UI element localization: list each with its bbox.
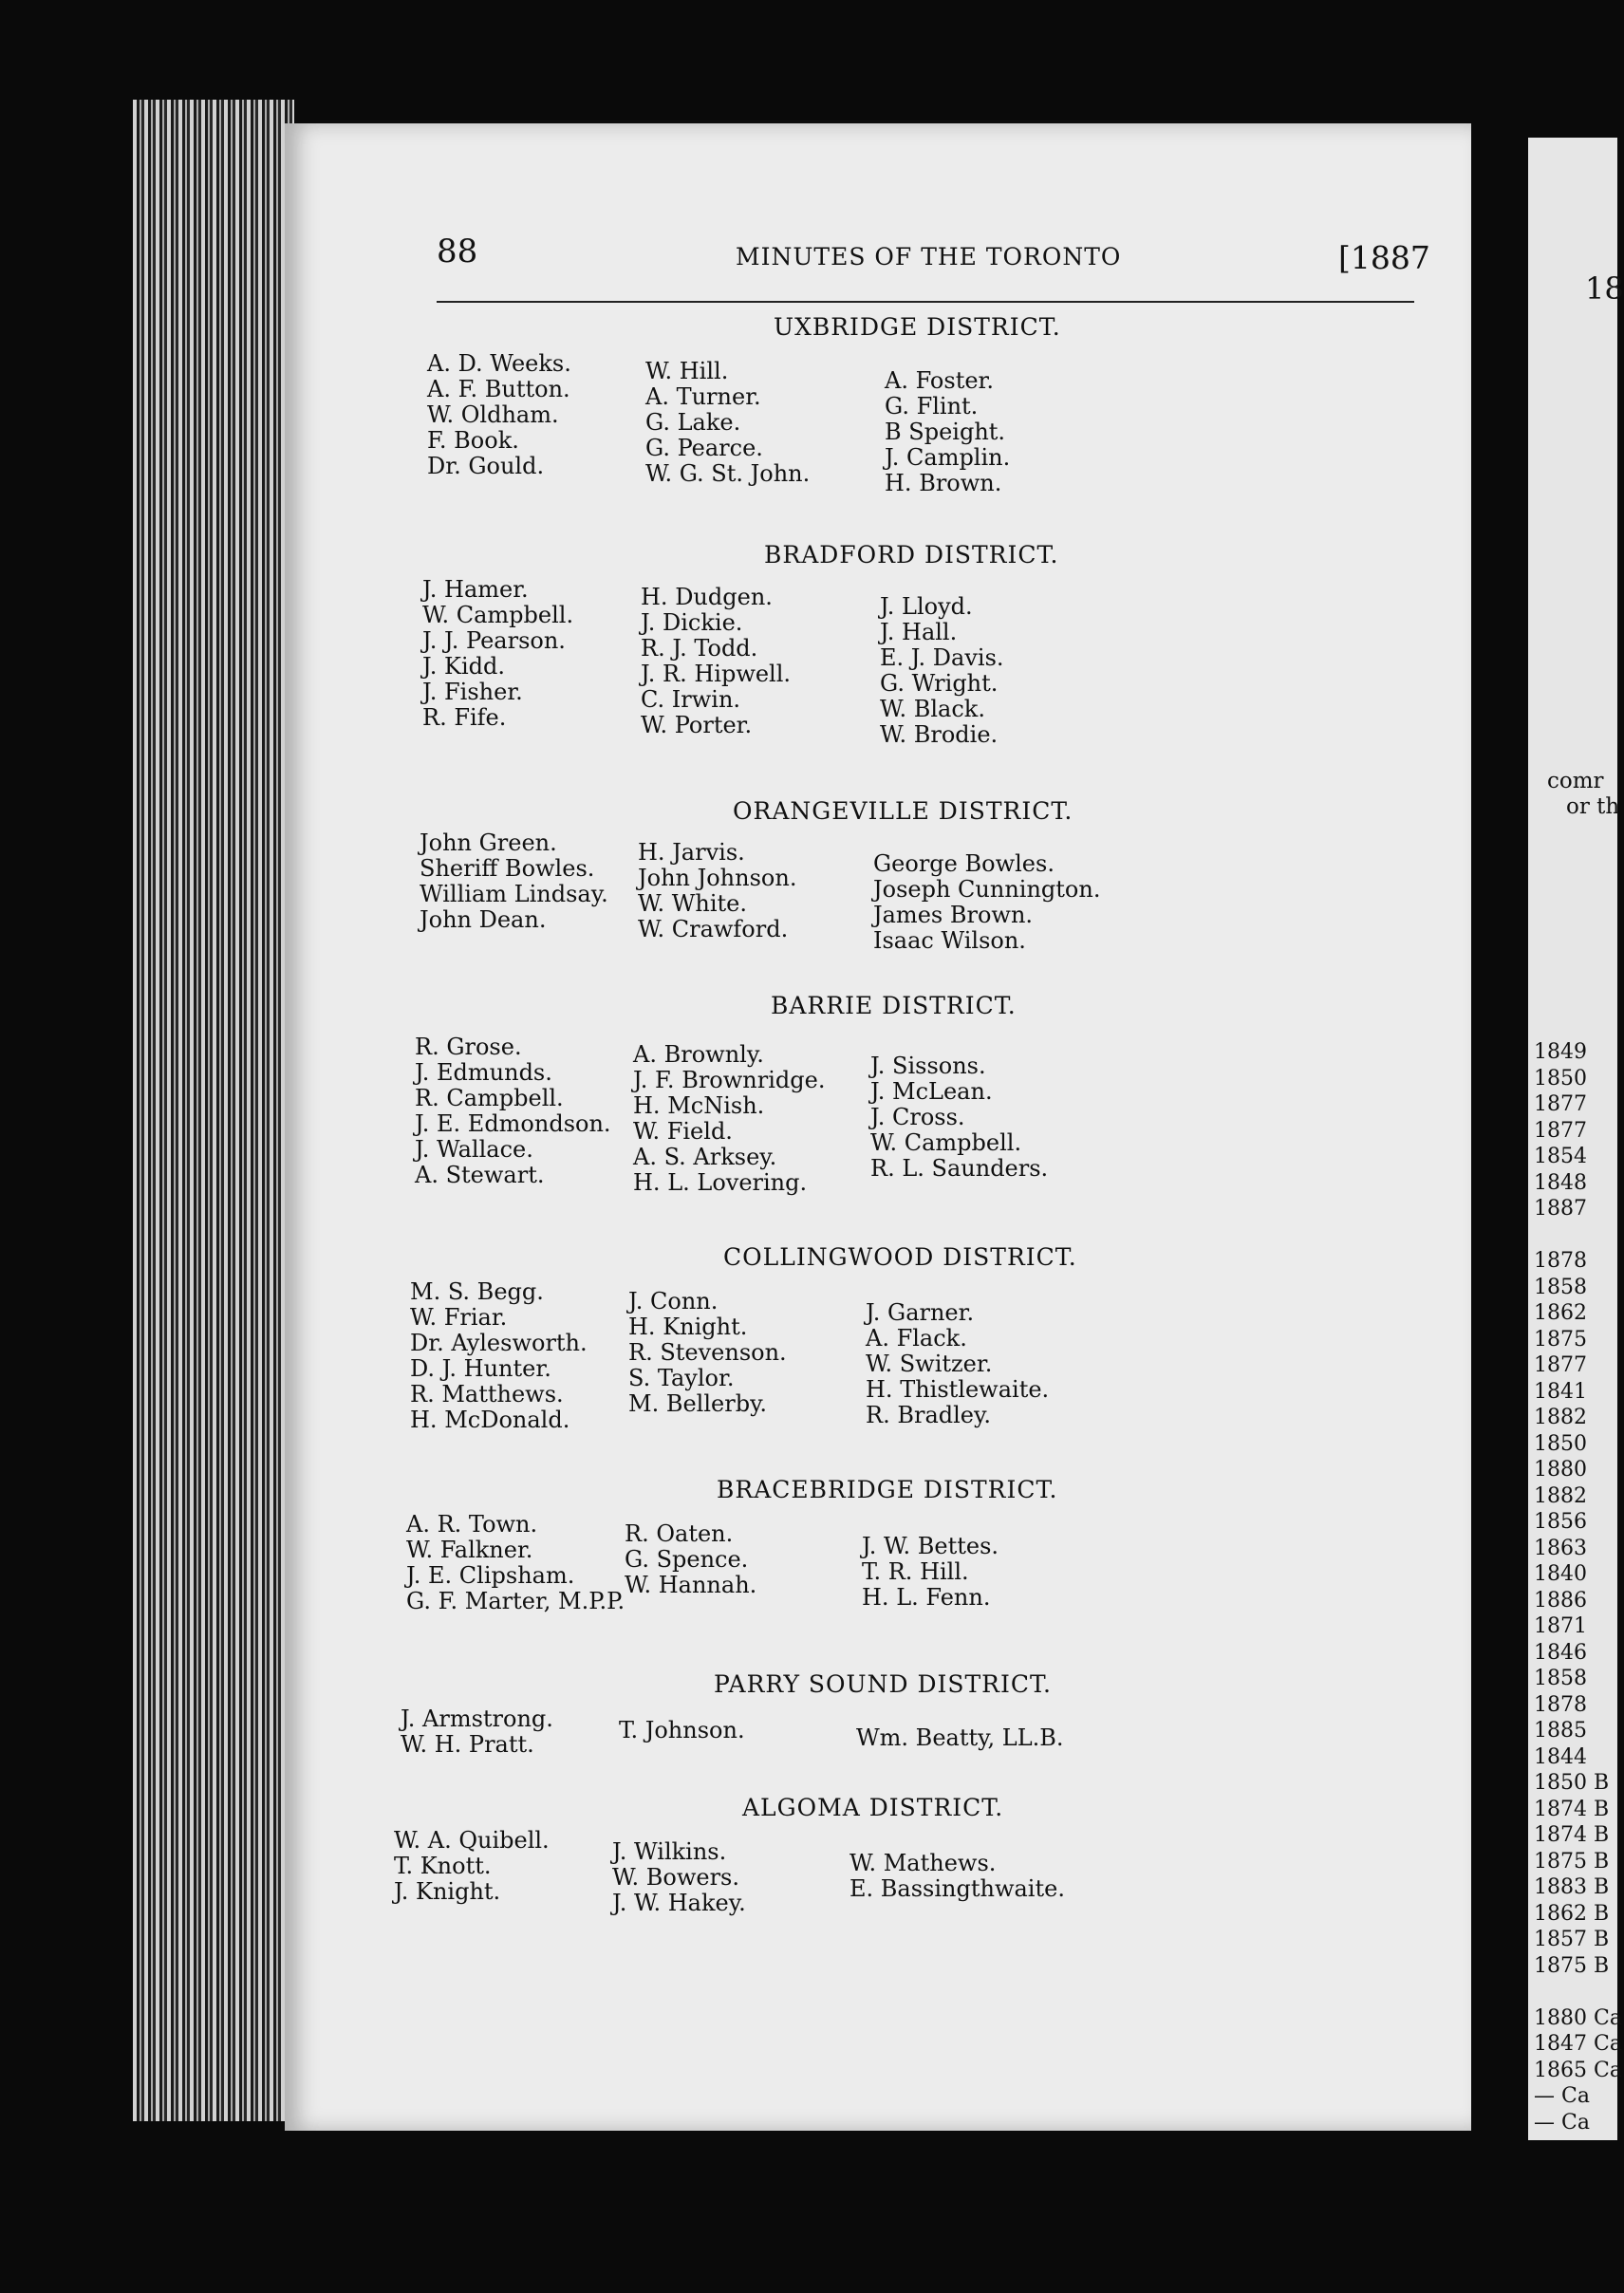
member-name: J. Sissons. <box>870 1053 986 1079</box>
district-left-column <box>406 1512 625 1614</box>
member-name: William Lindsay. <box>420 881 608 907</box>
member-name: J. Lloyd. <box>880 593 973 620</box>
district-middle-column <box>612 1839 746 1916</box>
facing-page-fragment <box>1528 138 1624 2140</box>
member-name: J. Knight. <box>394 1878 501 1905</box>
district-right-column <box>862 1534 999 1611</box>
member-name: W. Switzer. <box>866 1351 993 1377</box>
member-name: G. Pearce. <box>645 435 763 461</box>
member-name: A. R. Town. <box>406 1511 538 1538</box>
member-name: H. L. Lovering. <box>633 1169 808 1196</box>
member-name: T. R. Hill. <box>862 1558 969 1585</box>
member-name: W. Field. <box>633 1118 733 1145</box>
member-name: A. Stewart. <box>415 1162 545 1188</box>
member-name: W. Campbell. <box>870 1129 1022 1156</box>
member-name: G. F. Marter, M.P.P. <box>406 1588 625 1614</box>
district-heading: UXBRIDGE DISTRICT. <box>774 313 1061 341</box>
facing-year-entry: 1850 <box>1534 1066 1587 1091</box>
member-name: W. Black. <box>880 696 985 722</box>
facing-year-entry: 1886 <box>1534 1588 1587 1613</box>
member-name: A. F. Button. <box>427 376 570 402</box>
facing-year-entry: 1863 <box>1534 1536 1587 1560</box>
member-name: Dr. Aylesworth. <box>410 1330 588 1356</box>
district-heading: ALGOMA DISTRICT. <box>742 1794 1004 1821</box>
member-name: H. Thistlewaite. <box>866 1376 1050 1403</box>
district-left-column <box>422 577 573 731</box>
facing-year-entry: 1887 <box>1534 1197 1587 1221</box>
facing-year-entry: 1882 <box>1534 1483 1587 1508</box>
facing-year-entry: 1874 B <box>1534 1823 1610 1847</box>
member-name: J. Camplin. <box>885 444 1011 471</box>
district-left-column <box>401 1706 553 1758</box>
facing-year-entry: 1856 <box>1534 1510 1587 1534</box>
facing-year-entry: 1882 <box>1534 1406 1587 1429</box>
member-name: B Speight. <box>885 419 1006 445</box>
district-left-column <box>415 1035 611 1188</box>
member-name: R. Matthews. <box>410 1381 564 1407</box>
member-name: W. Hill. <box>645 358 729 384</box>
member-name: W. Hannah. <box>625 1572 757 1598</box>
member-name: John Johnson. <box>638 865 797 891</box>
member-name: W. White. <box>638 890 748 917</box>
facing-year-entry: 1850 B <box>1534 1771 1610 1795</box>
member-name: R. Campbell. <box>415 1085 564 1111</box>
facing-year-entry: 1871 <box>1534 1614 1587 1638</box>
member-name: J. Kidd. <box>422 653 505 680</box>
member-name: H. Jarvis. <box>638 839 745 866</box>
facing-year-entry: 1857 B <box>1534 1928 1610 1951</box>
facing-year-entry: 1858 <box>1534 1667 1587 1690</box>
member-name: J. Wallace. <box>415 1136 533 1163</box>
member-name: R. Fife. <box>422 704 507 731</box>
member-name: Sheriff Bowles. <box>420 855 595 882</box>
member-name: J. Conn. <box>628 1288 719 1314</box>
facing-year-entry: 1880 Ca <box>1534 2005 1622 2030</box>
member-name: T. Knott. <box>394 1853 492 1879</box>
member-name: Wm. Beatty, LL.B. <box>856 1724 1064 1751</box>
member-name: A. Foster. <box>885 367 995 394</box>
member-name: A. Turner. <box>645 383 761 410</box>
member-name: H. L. Fenn. <box>862 1584 991 1611</box>
member-name: A. Brownly. <box>633 1041 764 1068</box>
member-name: W. G. St. John. <box>645 460 811 487</box>
facing-text-line: comr <box>1547 769 1604 793</box>
page-number: 88 <box>437 233 478 270</box>
member-name: R. Bradley. <box>866 1402 991 1428</box>
facing-page-year-list <box>1534 1039 1622 2135</box>
district-right-column <box>849 1851 1065 1902</box>
district-heading: BARRIE DISTRICT. <box>771 992 1017 1019</box>
facing-year-entry: 1877 <box>1534 1118 1587 1143</box>
district-middle-column <box>619 1718 745 1743</box>
facing-year-entry: 1875 <box>1534 1327 1587 1352</box>
member-name: J. McLean. <box>870 1078 993 1105</box>
member-name: George Bowles. <box>873 850 1055 877</box>
district-right-column <box>885 368 1010 496</box>
facing-year-entry: 1878 <box>1534 1249 1587 1273</box>
facing-year-entry: 1841 <box>1534 1379 1587 1404</box>
member-name: J. Armstrong. <box>401 1706 553 1732</box>
facing-year-entry: 1844 <box>1534 1744 1587 1769</box>
facing-year-entry: 1854 <box>1534 1145 1587 1168</box>
member-name: G. Lake. <box>645 409 741 436</box>
district-left-column <box>427 351 571 479</box>
facing-year-entry: 1862 <box>1534 1301 1587 1325</box>
member-name: H. Knight. <box>628 1314 748 1340</box>
member-name: C. Irwin. <box>641 686 741 713</box>
facing-year-entry: 1874 B <box>1534 1797 1610 1821</box>
facing-year-entry: 1877 <box>1534 1353 1587 1377</box>
facing-year-entry: 1885 <box>1534 1719 1587 1743</box>
member-name: J. Hall. <box>880 619 958 645</box>
member-name: J. Fisher. <box>422 679 523 705</box>
member-name: J. Garner. <box>866 1299 975 1326</box>
member-name: W. H. Pratt. <box>401 1731 534 1758</box>
member-name: J. Edmunds. <box>415 1059 552 1086</box>
district-middle-column <box>633 1042 825 1196</box>
member-name: Isaac Wilson. <box>873 927 1026 954</box>
member-name: M. Bellerby. <box>628 1390 768 1417</box>
district-middle-column <box>625 1521 756 1598</box>
member-name: G. Flint. <box>885 393 979 419</box>
facing-year-entry: 1883 B <box>1534 1875 1610 1899</box>
district-heading: ORANGEVILLE DISTRICT. <box>733 797 1073 825</box>
member-name: H. Dudgen. <box>641 584 773 610</box>
member-name: Dr. Gould. <box>427 453 545 479</box>
member-name: W. Oldham. <box>427 401 559 428</box>
member-name: Joseph Cunnington. <box>873 876 1101 903</box>
member-name: A. S. Arksey. <box>633 1144 777 1170</box>
facing-year-entry: 1865 Ca <box>1534 2058 1622 2082</box>
book-page-edges <box>133 100 294 2121</box>
facing-year-entry: 1840 <box>1534 1562 1587 1586</box>
member-name: R. Oaten. <box>625 1520 734 1547</box>
member-name: J. E. Edmondson. <box>415 1110 611 1137</box>
district-right-column <box>880 594 1004 748</box>
member-name: John Dean. <box>420 906 547 933</box>
facing-year-entry: 1875 B <box>1534 1953 1610 1978</box>
member-name: R. J. Todd. <box>641 635 758 662</box>
document-page <box>285 123 1471 2131</box>
member-name: M. S. Begg. <box>410 1278 544 1305</box>
facing-year-entry: 1875 B <box>1534 1849 1610 1874</box>
member-name: W. Porter. <box>641 712 753 738</box>
facing-year-entry: — Ca <box>1534 2084 1590 2108</box>
member-name: D. J. Hunter. <box>410 1355 551 1382</box>
member-name: R. Grose. <box>415 1034 522 1060</box>
member-name: W. A. Quibell. <box>394 1827 550 1854</box>
district-right-column <box>873 851 1100 954</box>
facing-year-entry: 1849 <box>1534 1040 1587 1064</box>
member-name: J. R. Hipwell. <box>641 661 792 687</box>
facing-year-entry: 1847 Ca <box>1534 2032 1622 2056</box>
member-name: T. Johnson. <box>619 1717 745 1743</box>
district-left-column <box>394 1828 550 1905</box>
facing-year-entry: 1862 B <box>1534 1901 1610 1926</box>
member-name: W. Crawford. <box>638 916 789 942</box>
running-head-title: MINUTES OF THE TORONTO <box>736 243 1122 270</box>
header-rule <box>437 301 1414 303</box>
facing-year-entry: 1858 <box>1534 1275 1587 1299</box>
member-name: J. W. Hakey. <box>612 1890 746 1916</box>
facing-year-entry: 1850 <box>1534 1431 1587 1456</box>
member-name: E. Bassingthwaite. <box>849 1875 1065 1902</box>
member-name: J. Wilkins. <box>612 1838 727 1865</box>
member-name: J. F. Brownridge. <box>633 1067 826 1093</box>
district-right-column <box>870 1053 1048 1182</box>
facing-year-entry: 1878 <box>1534 1692 1587 1717</box>
member-name: W. Falkner. <box>406 1537 533 1563</box>
district-left-column <box>410 1279 588 1433</box>
member-name: J. W. Bettes. <box>862 1533 999 1559</box>
facing-year-entry: 1880 <box>1534 1458 1587 1482</box>
facing-year-entry: 1877 <box>1534 1092 1587 1116</box>
district-right-column <box>856 1725 1064 1751</box>
running-head-year: [1887 <box>1338 239 1430 276</box>
member-name: W. Bowers. <box>612 1864 739 1891</box>
facing-year-entry: — Ca <box>1534 2110 1590 2135</box>
book-gutter <box>1469 142 1528 2135</box>
member-name: H. McDonald. <box>410 1407 570 1433</box>
member-name: H. McNish. <box>633 1092 765 1119</box>
member-name: R. L. Saunders. <box>870 1155 1049 1182</box>
district-heading: PARRY SOUND DISTRICT. <box>714 1670 1052 1698</box>
member-name: G. Wright. <box>880 670 999 697</box>
member-name: R. Stevenson. <box>628 1339 787 1366</box>
member-name: H. Brown. <box>885 470 1002 496</box>
facing-year-entry <box>1534 1222 1622 1249</box>
member-name: A. Flack. <box>866 1325 967 1352</box>
district-middle-column <box>628 1289 787 1417</box>
facing-text-line: or th <box>1566 794 1620 819</box>
district-heading: COLLINGWOOD DISTRICT. <box>723 1243 1077 1271</box>
member-name: J. E. Clipsham. <box>406 1562 575 1589</box>
member-name: James Brown. <box>873 902 1034 928</box>
member-name: J. J. Pearson. <box>422 627 566 654</box>
member-name: W. Brodie. <box>880 721 999 748</box>
member-name: W. Campbell. <box>422 602 574 628</box>
district-heading: BRACEBRIDGE DISTRICT. <box>717 1476 1058 1503</box>
facing-year-entry: 1846 <box>1534 1640 1587 1665</box>
member-name: J. Cross. <box>870 1104 965 1130</box>
member-name: S. Taylor. <box>628 1365 735 1391</box>
district-right-column <box>866 1300 1049 1428</box>
member-name: J. Hamer. <box>422 576 529 603</box>
member-name: F. Book. <box>427 427 519 454</box>
member-name: J. Dickie. <box>641 609 743 636</box>
district-heading: BRADFORD DISTRICT. <box>764 541 1059 569</box>
member-name: A. D. Weeks. <box>427 350 571 377</box>
member-name: G. Spence. <box>625 1546 749 1573</box>
member-name: W. Friar. <box>410 1304 508 1331</box>
district-middle-column <box>638 840 796 942</box>
district-middle-column <box>645 359 810 487</box>
district-left-column <box>420 830 608 933</box>
facing-page-head: 18 <box>1585 270 1624 307</box>
member-name: John Green. <box>420 830 557 856</box>
member-name: W. Mathews. <box>849 1850 997 1876</box>
facing-year-entry <box>1534 1979 1622 2005</box>
facing-year-entry: 1848 <box>1534 1170 1587 1195</box>
member-name: E. J. Davis. <box>880 644 1004 671</box>
district-middle-column <box>641 585 791 738</box>
